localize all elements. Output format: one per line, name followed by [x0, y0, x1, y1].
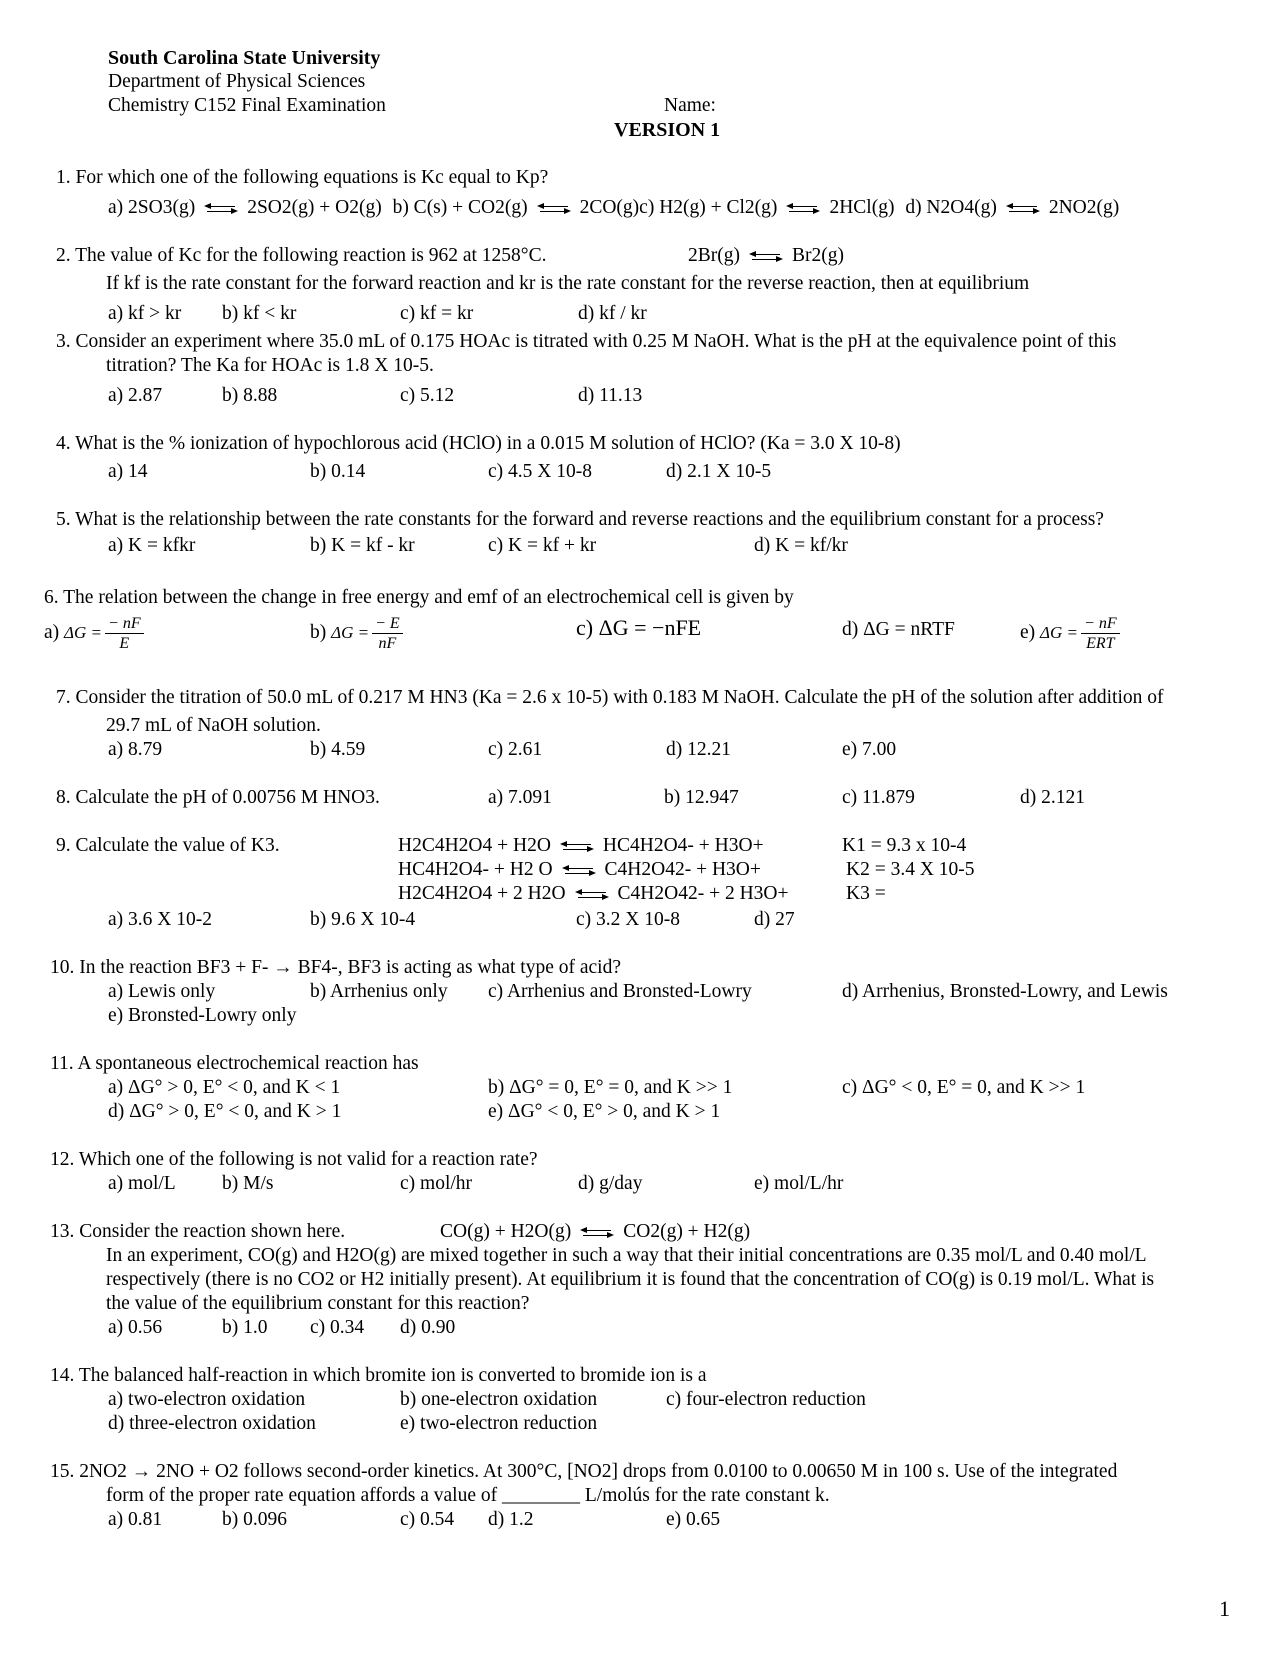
q14-option-e: e) two-electron reduction	[400, 1413, 598, 1434]
q14-stem: 14. The balanced half-reaction in which bromite ion is converted to bromide ion is a	[50, 1365, 707, 1386]
q9-option-b: b) 9.6 X 10-4	[310, 909, 416, 930]
q9-stem: 9. Calculate the value of K3.	[56, 835, 280, 856]
q4-option-b: b) 0.14	[310, 461, 366, 482]
q11-option-d: d) ΔG° > 0, E° < 0, and K > 1	[108, 1101, 342, 1122]
q13-option-b: b) 1.0	[222, 1317, 268, 1338]
q10-stem: 10. In the reaction BF3 + F- → BF4-, BF3 is acting as what type of acid?	[50, 957, 621, 978]
fraction: $\frac{- nF}{\text{ERT}}$	[1081, 614, 1120, 653]
q3-stem: 3. Consider an experiment where 35.0 mL of 0.175 HOAc is titrated with 0.25 M NaOH. What is the pH at the equivalence point of this	[56, 331, 1117, 352]
q15-option-d: d) 1.2	[488, 1509, 534, 1530]
q7-option-e: e) 7.00	[842, 739, 897, 760]
q5-option-c: c) K = kf + kr	[488, 535, 597, 556]
q2-reaction-right: Br2(g)	[792, 245, 844, 266]
equilibrium-arrows-icon	[561, 864, 597, 878]
q13-option-d: d) 0.90	[400, 1317, 456, 1338]
q2-option-b: b) kf < kr	[222, 303, 297, 324]
exam-title: Chemistry C152 Final Examination	[108, 95, 386, 116]
q11-option-a: a) ΔG° > 0, E° < 0, and K < 1	[108, 1077, 341, 1098]
q9-reaction-2: HC4H2O4- + H2 O C4H2O42- + H3O+	[398, 859, 761, 880]
q13-stem: 13. Consider the reaction shown here.	[50, 1221, 346, 1242]
q13-line3: respectively (there is no CO2 or H2 initially present). At equilibrium it is found that the concentration of CO(g) is 0.19 mol/L. What is	[106, 1269, 1155, 1290]
q14-option-a: a) two-electron oxidation	[108, 1389, 306, 1410]
q1-option-c-left: c) H2(g) + Cl2(g)	[639, 197, 778, 218]
q4-option-a: a) 14	[108, 461, 148, 482]
q7-option-d: d) 12.21	[666, 739, 731, 760]
q14-option-c: c) four-electron reduction	[666, 1389, 866, 1410]
q11-stem: 11. A spontaneous electrochemical reaction has	[50, 1053, 419, 1074]
q15-option-c: c) 0.54	[400, 1509, 455, 1530]
equilibrium-arrows-icon	[579, 1226, 615, 1240]
q7-stem: 7. Consider the titration of 50.0 mL of 0.217 M HN3 (Ka = 2.6 x 10-5) with 0.183 M NaOH. Calculate the pH of the solution after addition of	[56, 687, 1164, 708]
q3-stem2: titration? The Ka for HOAc is 1.8 X 10-5.	[106, 355, 434, 376]
q13-option-a: a) 0.56	[108, 1317, 163, 1338]
q6-stem: 6. The relation between the change in free energy and emf of an electrochemical cell is given by	[44, 587, 794, 608]
q1-option-a-left: a) 2SO3(g)	[108, 197, 196, 218]
q4-option-d: d) 2.1 X 10-5	[666, 461, 772, 482]
q6-option-c: c) ΔG = −nFE	[576, 615, 702, 640]
q4-stem: 4. What is the % ionization of hypochlorous acid (HClO) in a 0.015 M solution of HClO? (Ka = 3.0 X 10-8)	[56, 433, 901, 454]
q9-reaction-3: H2C4H2O4 + 2 H2O C4H2O42- + 2 H3O+	[398, 883, 789, 904]
q2-option-d: d) kf / kr	[578, 303, 647, 324]
q1-option-b-right: 2CO(g)	[579, 197, 640, 218]
q8-stem: 8. Calculate the pH of 0.00756 M HNO3.	[56, 787, 380, 808]
q12-option-d: d) g/day	[578, 1173, 643, 1194]
q6-option-d: d) ΔG = nRTF	[842, 619, 955, 640]
q13-option-c: c) 0.34	[310, 1317, 365, 1338]
q9-reaction-1: H2C4H2O4 + H2O HC4H2O4- + H3O+	[398, 835, 764, 856]
q5-option-d: d) K = kf/kr	[754, 535, 848, 556]
q5-stem: 5. What is the relationship between the rate constants for the forward and reverse reactions and the equilibrium constant for a process?	[56, 509, 1104, 530]
q1-option-b-left: b) C(s) + CO2(g)	[392, 197, 528, 218]
q8-option-b: b) 12.947	[664, 787, 739, 808]
q14-option-d: d) three-electron oxidation	[108, 1413, 316, 1434]
equilibrium-arrows-icon	[203, 202, 239, 216]
q12-option-e: e) mol/L/hr	[754, 1173, 844, 1194]
equilibrium-arrows-icon	[574, 888, 610, 902]
q3-option-c: c) 5.12	[400, 385, 455, 406]
q1-option-c-right: 2HCl(g)	[829, 197, 895, 218]
page-number: 1	[1219, 1596, 1230, 1621]
q10-option-a: a) Lewis only	[108, 981, 216, 1002]
department-name: Department of Physical Sciences	[108, 71, 366, 92]
name-label: Name:	[664, 95, 716, 116]
q13-reaction: CO(g) + H2O(g) CO2(g) + H2(g)	[440, 1221, 751, 1242]
q15-line2: form of the proper rate equation affords a value of ________ L/molús for the rate constant k.	[106, 1485, 830, 1506]
answer-blank: ________	[501, 1485, 580, 1506]
q3-option-a: a) 2.87	[108, 385, 163, 406]
q14-option-b: b) one-electron oxidation	[400, 1389, 598, 1410]
q9-k2: K2 = 3.4 X 10-5	[846, 859, 975, 880]
university-name: South Carolina State University	[108, 47, 381, 69]
q15-option-b: b) 0.096	[222, 1509, 287, 1530]
q10-option-b: b) Arrhenius only	[310, 981, 448, 1002]
q2-option-a: a) kf > kr	[108, 303, 182, 324]
q5-option-b: b) K = kf - kr	[310, 535, 415, 556]
q2-stem: 2. The value of Kc for the following reaction is 962 at 1258°C.	[56, 245, 547, 266]
q7-option-a: a) 8.79	[108, 739, 163, 760]
equilibrium-arrows-icon	[536, 202, 572, 216]
equilibrium-arrows-icon	[748, 250, 784, 264]
q12-option-b: b) M/s	[222, 1173, 274, 1194]
q6-option-e: e) ΔG = $\frac{- nF}{\text{ERT}}$	[1020, 614, 1120, 653]
q10-option-c: c) Arrhenius and Bronsted-Lowry	[488, 981, 752, 1002]
q15-option-e: e) 0.65	[666, 1509, 721, 1530]
q2-option-c: c) kf = kr	[400, 303, 474, 324]
q3-option-d: d) 11.13	[578, 385, 643, 406]
q4-option-c: c) 4.5 X 10-8	[488, 461, 592, 482]
q5-option-a: a) K = kfkr	[108, 535, 196, 556]
q3-option-b: b) 8.88	[222, 385, 278, 406]
equilibrium-arrows-icon	[785, 202, 821, 216]
q6-option-a: a) ΔG = $\frac{- nF}{E}$	[44, 614, 144, 653]
q1-option-d-left: d) N2O4(g)	[905, 197, 997, 218]
q13-line4: the value of the equilibrium constant for this reaction?	[106, 1293, 530, 1314]
q10-option-d: d) Arrhenius, Bronsted-Lowry, and Lewis	[842, 981, 1168, 1002]
fraction: $\frac{- E}{nF}$	[372, 614, 403, 653]
q15-option-a: a) 0.81	[108, 1509, 163, 1530]
q7-stem2: 29.7 mL of NaOH solution.	[106, 715, 321, 736]
q2-reaction-left: 2Br(g)	[688, 245, 740, 266]
q1-option-a-right: 2SO2(g) + O2(g)	[247, 197, 382, 218]
q1-options	[108, 196, 1119, 220]
q6-option-b: b) ΔG = $\frac{- E}{nF}$	[310, 614, 403, 653]
q7-option-b: b) 4.59	[310, 739, 366, 760]
q15-stem: 15. 2NO2 → 2NO + O2 follows second-order kinetics. At 300°C, [NO2] drops from 0.0100 to 0.00650 M in 100 s. Use of the integrated	[50, 1461, 1118, 1482]
q2-reaction	[688, 244, 844, 268]
q7-option-c: c) 2.61	[488, 739, 543, 760]
q8-option-d: d) 2.121	[1020, 787, 1085, 808]
q1-stem: 1. For which one of the following equations is Kc equal to Kp?	[56, 167, 549, 188]
q12-option-a: a) mol/L	[108, 1173, 176, 1194]
q9-option-a: a) 3.6 X 10-2	[108, 909, 212, 930]
q10-option-e: e) Bronsted-Lowry only	[108, 1005, 297, 1026]
q13-line2: In an experiment, CO(g) and H2O(g) are mixed together in such a way that their initial concentrations are 0.35 mol/L and 0.40 mol/L	[106, 1245, 1147, 1266]
q11-option-e: e) ΔG° < 0, E° > 0, and K > 1	[488, 1101, 721, 1122]
q9-k3: K3 =	[846, 883, 886, 904]
q9-option-c: c) 3.2 X 10-8	[576, 909, 680, 930]
q8-option-a: a) 7.091	[488, 787, 552, 808]
q1-option-d-right: 2NO2(g)	[1048, 197, 1120, 218]
q2-line2: If kf is the rate constant for the forward reaction and kr is the rate constant for the reverse reaction, then at equilibrium	[106, 273, 1030, 294]
q12-stem: 12. Which one of the following is not valid for a reaction rate?	[50, 1149, 538, 1170]
q9-k1: K1 = 9.3 x 10-4	[842, 835, 967, 856]
equilibrium-arrows-icon	[1005, 202, 1041, 216]
q11-option-c: c) ΔG° < 0, E° = 0, and K >> 1	[842, 1077, 1086, 1098]
q12-option-c: c) mol/hr	[400, 1173, 473, 1194]
fraction: $\frac{- nF}{E}$	[105, 614, 144, 653]
equilibrium-arrows-icon	[559, 840, 595, 854]
q8-option-c: c) 11.879	[842, 787, 915, 808]
q9-option-d: d) 27	[754, 909, 795, 930]
version-label: VERSION 1	[614, 119, 721, 141]
q11-option-b: b) ΔG° = 0, E° = 0, and K >> 1	[488, 1077, 733, 1098]
